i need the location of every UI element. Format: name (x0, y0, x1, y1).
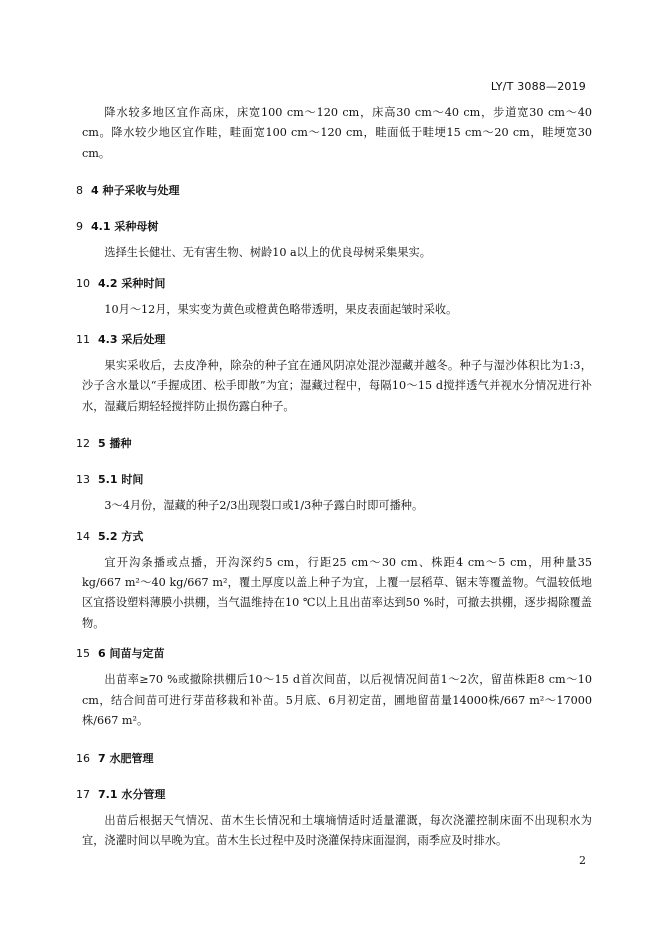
section-heading (76, 644, 592, 664)
paragraph: 降水较多地区宜作高床，床宽100 cm～120 cm，床高30 cm～40 cm，步道宽30 cm～40 cm。降水较少地区宜作畦，畦面宽100 cm～120 cm，畦面低于畦埂15 cm～20 cm，畦埂宽30 cm。 (82, 106, 592, 160)
line-number: 14 (76, 529, 90, 543)
paragraph: 10月～12月，果实变为黄色或橙黄色略带透明，果皮表面起皱时采收。 (104, 302, 458, 316)
document-body (76, 103, 592, 851)
heading-text: 4 种子采收与处理 (91, 184, 180, 198)
heading-text: 7.1 水分管理 (98, 787, 166, 801)
paragraph: 出苗率≥70 %或撤除拱棚后10～15 d首次间苗，以后视情况间苗1～2次，留苗株距8 cm～10 cm，结合间苗可进行芽苗移栽和补苗。5月底、6月初定苗，圃地留苗量14000株/667 m²～17000 株/667 m²。 (82, 673, 592, 728)
heading-text: 4.2 采种时间 (98, 276, 166, 290)
line-number: 8 (76, 184, 83, 198)
heading-text: 7 水肥管理 (98, 751, 154, 765)
heading-text: 6 间苗与定苗 (98, 647, 165, 661)
paragraph: 宜开沟条播或点播，开沟深约5 cm，行距25 cm～30 cm、株距4 cm～5 cm，用种量35 kg/667 m²～40 kg/667 m²，覆土厚度以盖上种子为宜，上覆一层稻草、锯末等覆盖物。气温较低地区宜搭设塑料薄膜小拱棚，当气温维持在10 ℃以上且出苗率达到50 %时，可撤去拱棚，逐步揭除覆盖物。 (82, 555, 592, 630)
paragraph: 选择生长健壮、无有害生物、树龄10 a以上的优良母树采集果实。 (104, 246, 431, 260)
heading-text: 5 播种 (98, 437, 132, 451)
section-heading (76, 274, 592, 294)
section-heading (76, 181, 592, 201)
section-heading (76, 217, 592, 237)
page-number: 2 (579, 854, 586, 867)
section-heading (76, 785, 592, 805)
section-heading (76, 749, 592, 769)
section-heading (76, 330, 592, 350)
standard-code: LY/T 3088—2019 (490, 80, 586, 93)
line-number: 13 (76, 473, 90, 487)
paragraph: 出苗后根据天气情况、苗木生长情况和土壤墒情适时适量灌溉，每次浇灌控制床面不出现积水为宜，浇灌时间以早晚为宜。苗木生长过程中及时浇灌保持床面湿润，雨季应及时排水。 (82, 813, 592, 847)
heading-text: 5.1 时间 (98, 473, 144, 487)
paragraph: 3～4月份，湿藏的种子2/3出现裂口或1/3种子露白时即可播种。 (104, 499, 424, 513)
line-number: 12 (76, 437, 90, 451)
heading-text: 5.2 方式 (98, 529, 144, 543)
line-number: 9 (76, 220, 83, 234)
paragraph: 果实采收后，去皮净种，除杂的种子宜在通风阴凉处混沙湿藏并越冬。种子与湿沙体积比为1:3，沙子含水量以“手握成团、松手即散”为宜；湿藏过程中，每隔10～15 d搅拌透气并视水分情况进行补水，湿藏后期轻轻搅拌防止损伤露白种子。 (82, 359, 592, 413)
line-number: 11 (76, 333, 90, 347)
line-number: 16 (76, 751, 90, 765)
section-heading (76, 527, 592, 547)
heading-text: 4.3 采后处理 (98, 333, 166, 347)
section-heading (76, 470, 592, 490)
line-number: 10 (76, 276, 90, 290)
line-number: 17 (76, 787, 90, 801)
line-number: 15 (76, 647, 90, 661)
heading-text: 4.1 采种母树 (91, 220, 159, 234)
section-heading (76, 434, 592, 454)
